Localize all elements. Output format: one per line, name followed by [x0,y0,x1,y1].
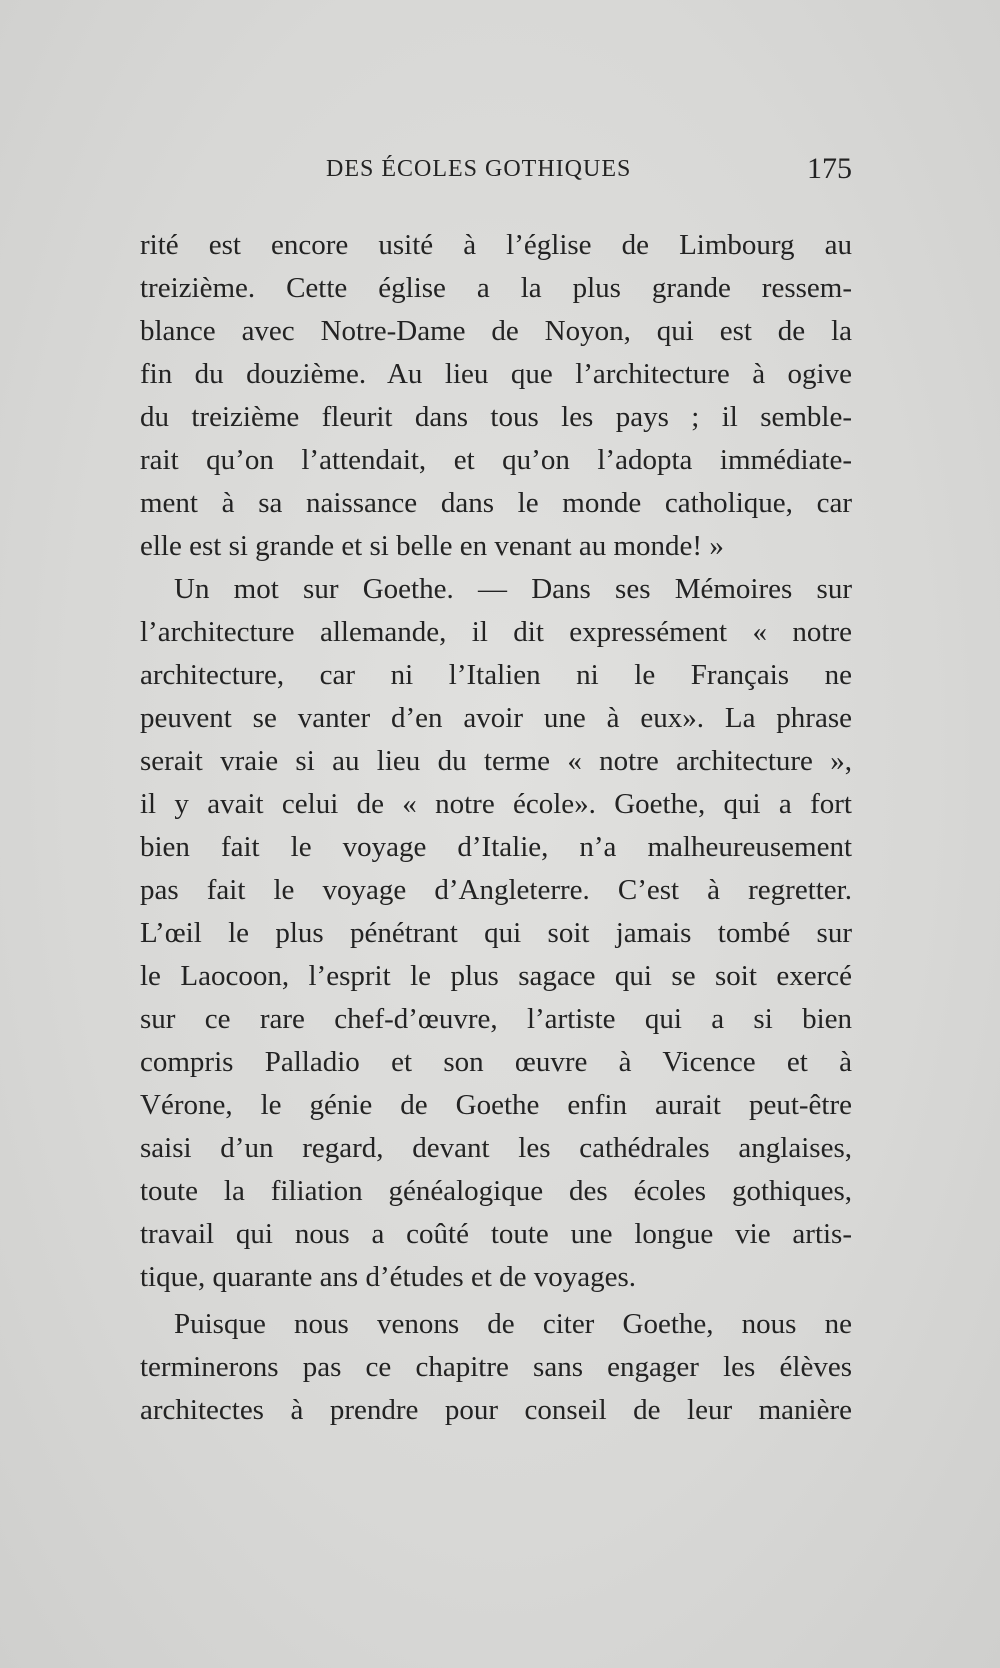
text-line: toute la filiation généalogique des écoles gothiques, [140,1175,852,1207]
text-line: tique, quarante ans d’études et de voyages. [140,1261,637,1293]
text-line: l’architecture allemande, il dit expressément « notre [140,616,852,648]
running-head [140,152,852,192]
text-line: treizième. Cette église a la plus grande ressem- [140,272,852,304]
text-line: serait vraie si au lieu du terme « notre architecture », [140,745,852,777]
text-line: architecture, car ni l’Italien ni le Français ne [140,659,852,691]
body-text [140,224,852,1432]
text-line: travail qui nous a coûté toute une longue vie artis- [140,1218,852,1250]
text-line: sur ce rare chef-d’œuvre, l’artiste qui a si bien [140,1003,852,1035]
text-line: pas fait le voyage d’Angleterre. C’est à regretter. [140,874,852,906]
text-line: ment à sa naissance dans le monde catholique, car [140,487,852,519]
text-line: rité est encore usité à l’église de Limbourg au [140,229,852,261]
text-line: bien fait le voyage d’Italie, n’a malheureusement [140,831,852,863]
text-line: du treizième fleurit dans tous les pays ; il semble- [140,401,852,433]
text-line: L’œil le plus pénétrant qui soit jamais tombé sur [140,917,852,949]
running-title: DES ÉCOLES GOTHIQUES [326,156,632,182]
text-line: saisi d’un regard, devant les cathédrales anglaises, [140,1132,852,1164]
text-line: Puisque nous venons de citer Goethe, nous ne [174,1308,852,1340]
text-line: Un mot sur Goethe. — Dans ses Mémoires sur [174,573,852,605]
text-line: fin du douzième. Au lieu que l’architecture à ogive [140,358,852,390]
text-line: rait qu’on l’attendait, et qu’on l’adopta immédiate- [140,444,852,476]
text-line: peuvent se vanter d’en avoir une à eux». La phrase [140,702,852,734]
page-number: 175 [807,152,852,185]
text-line: Vérone, le génie de Goethe enfin aurait peut-être [140,1089,852,1121]
text-line: compris Palladio et son œuvre à Vicence et à [140,1046,852,1078]
text-line: elle est si grande et si belle en venant au monde! » [140,530,724,562]
text-line: architectes à prendre pour conseil de leur manière [140,1394,852,1426]
text-line: le Laocoon, l’esprit le plus sagace qui se soit exercé [140,960,852,992]
text-line: il y avait celui de « notre école». Goethe, qui a fort [140,788,852,820]
text-line: terminerons pas ce chapitre sans engager les élèves [140,1351,852,1383]
text-line: blance avec Notre-Dame de Noyon, qui est de la [140,315,852,347]
